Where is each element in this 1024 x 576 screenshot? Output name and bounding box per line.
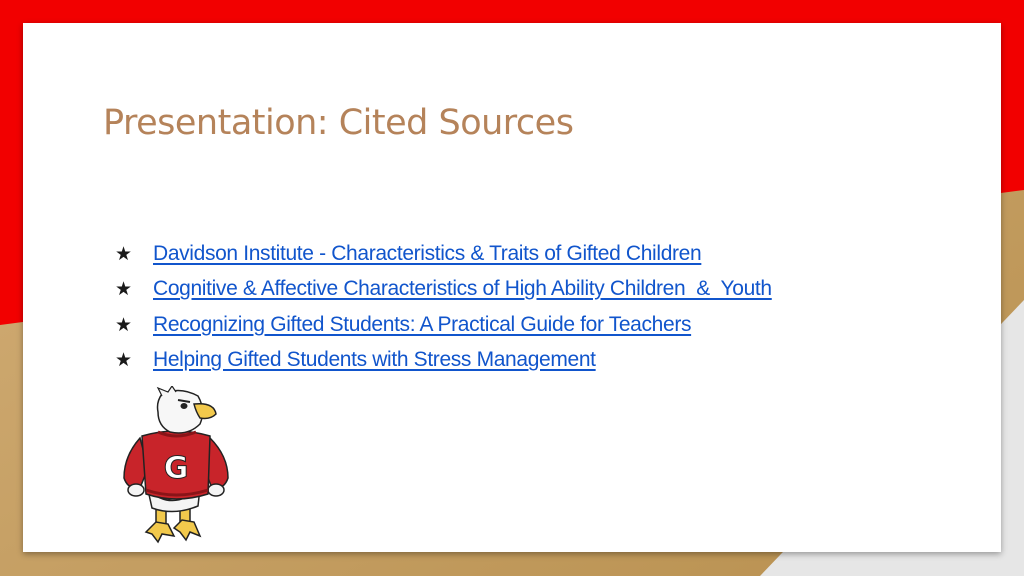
cited-sources-list — [115, 236, 772, 378]
source-link-stress-management[interactable]: Helping Gifted Students with Stress Management — [153, 348, 596, 372]
list-item — [115, 307, 772, 343]
slide-title: Presentation: Cited Sources — [103, 103, 574, 143]
star-bullet-icon: ★ — [115, 278, 133, 301]
mascot-letter: G — [163, 451, 189, 486]
slide — [23, 23, 1001, 552]
star-bullet-icon: ★ — [115, 242, 133, 265]
star-bullet-icon: ★ — [115, 313, 133, 336]
star-bullet-icon: ★ — [115, 349, 133, 372]
source-link-cognitive-affective[interactable]: Cognitive & Affective Characteristics of High Ability Children & Youth — [153, 277, 772, 301]
list-item — [115, 236, 772, 272]
source-link-recognizing-gifted[interactable]: Recognizing Gifted Students: A Practical Guide for Teachers — [153, 312, 692, 336]
source-link-davidson[interactable]: Davidson Institute - Characteristics & Traits of Gifted Children — [153, 241, 702, 265]
list-item — [115, 272, 772, 308]
list-item — [115, 343, 772, 379]
eagle-mascot-icon — [118, 386, 233, 548]
